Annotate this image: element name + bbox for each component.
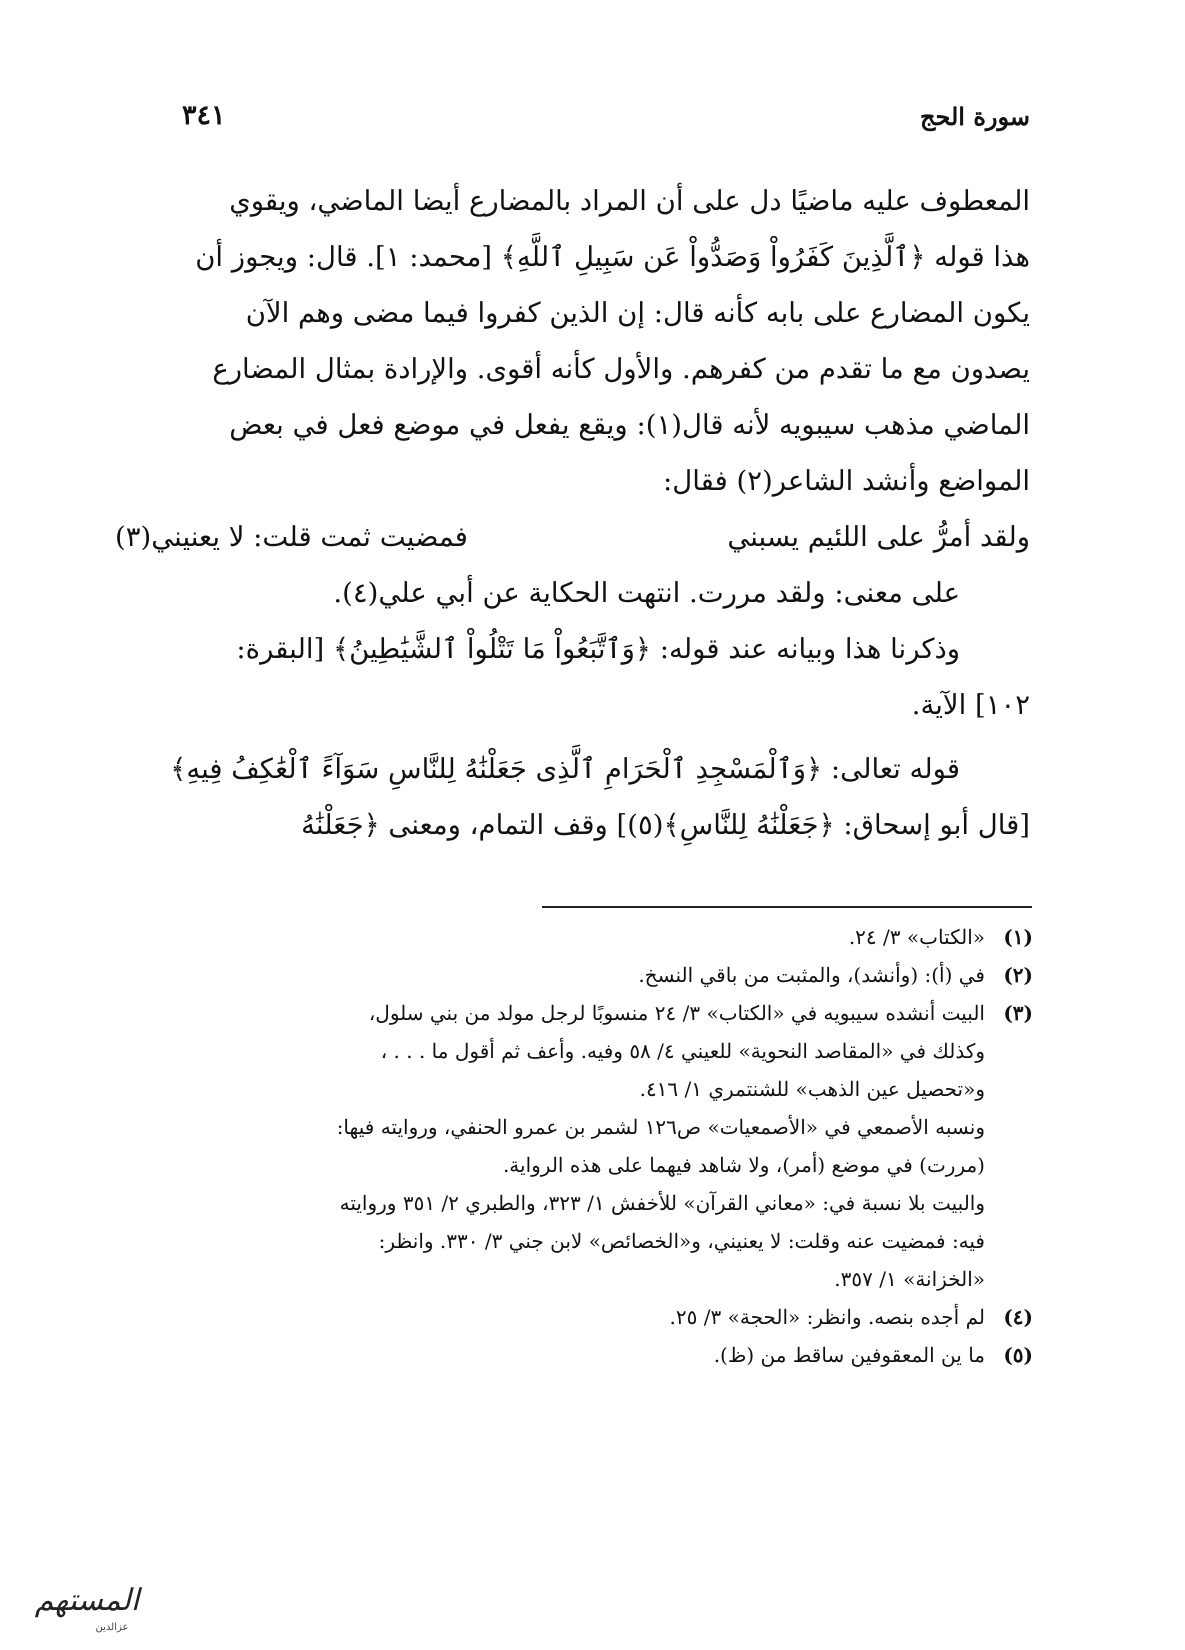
- logo-subtext: عزالدين: [95, 1622, 129, 1633]
- footnote-line: وكذلك في «المقاصد النحوية» للعيني ٤/ ٥٨ وفيه. وأعف ثم أقول ما . . . ،: [380, 1039, 985, 1063]
- text-line: المواضع وأنشد الشاعر(٢) فقال:: [663, 465, 1030, 497]
- footnote-line: ما ين المعقوفين ساقط من (ظ).: [713, 1343, 985, 1367]
- poetry-verse: [115, 509, 1030, 565]
- text-line: هذا قوله ﴿ٱلَّذِينَ كَفَرُواْ وَصَدُّواْ عَن سَبِيلِ ٱللَّهِ﴾ [محمد: ١]. قال: ويجوز أن: [195, 241, 1030, 273]
- footnote-number: (٤): [1003, 1305, 1033, 1329]
- footnote-number: (٢): [1003, 963, 1033, 987]
- surah-title: سورة الحج: [920, 102, 1030, 131]
- publisher-logo: [12, 1570, 162, 1636]
- logo-text: المستهم: [34, 1583, 140, 1618]
- footnote-divider: [542, 906, 1032, 908]
- main-text: [115, 173, 1030, 853]
- footnote-line: لم أجده بنصه. وانظر: «الحجة» ٣/ ٢٥.: [669, 1305, 985, 1329]
- footnote: [120, 994, 1033, 1298]
- text-line: يكون المضارع على بابه كأنه قال: إن الذين كفروا فيما مضى وهم الآن: [245, 297, 1030, 329]
- text-line: ١٠٢] الآية.: [911, 689, 1030, 721]
- footnote: [120, 956, 1033, 994]
- page-header: [182, 100, 1030, 140]
- footnote-line: و«تحصيل عين الذهب» للشنتمري ١/ ٤١٦.: [639, 1077, 985, 1101]
- footnote: [120, 1298, 1033, 1336]
- footnote: [120, 1336, 1033, 1374]
- verse-second-hemistich: فمضيت ثمت قلت: لا يعنيني(٣): [115, 521, 468, 553]
- verse-first-hemistich: ولقد أمرُّ على اللئيم يسبني: [727, 521, 1030, 553]
- footnote-number: (٥): [1003, 1343, 1033, 1367]
- text-line: [قال أبو إسحاق: ﴿جَعَلْنَٰهُ لِلنَّاسِ﴾(٥)] وقف التمام، ومعنى ﴿جَعَلْنَٰهُ: [301, 809, 1030, 841]
- footnote-line: «الخزانة» ١/ ٣٥٧.: [834, 1267, 985, 1291]
- footnote-line: (مررت) في موضع (أمر)، ولا شاهد فيهما على هذه الرواية.: [502, 1153, 985, 1177]
- footnotes: [120, 918, 1033, 1374]
- text-line: وذكرنا هذا وبيانه عند قوله: ﴿وَٱتَّبَعُواْ مَا تَتْلُواْ ٱلشَّيَٰطِينُ﴾ [البقرة:: [236, 633, 960, 665]
- text-line: قوله تعالى: ﴿وَٱلْمَسْجِدِ ٱلْحَرَامِ ٱلَّذِى جَعَلْنَٰهُ لِلنَّاسِ سَوَآءً ٱلْعَٰكِفُ فِيهِ﴾: [170, 753, 960, 785]
- page-number: ٣٤١: [182, 100, 226, 131]
- text-line: المعطوف عليه ماضيًا دل على أن المراد بالمضارع أيضا الماضي، ويقوي: [229, 185, 1030, 217]
- footnote-line: والبيت بلا نسبة في: «معاني القرآن» للأخفش ١/ ٣٢٣، والطبري ٢/ ٣٥١ وروايته: [339, 1191, 985, 1215]
- footnote-number: (١): [1003, 925, 1033, 949]
- text-line: الماضي مذهب سيبويه لأنه قال(١): ويقع يفعل في موضع فعل في بعض: [229, 409, 1030, 441]
- footnote-line: فيه: فمضيت عنه وقلت: لا يعنيني، و«الخصائص» لابن جني ٣/ ٣٣٠. وانظر:: [378, 1229, 985, 1253]
- footnote-line: البيت أنشده سيبويه في «الكتاب» ٣/ ٢٤ منسوبًا لرجل مولد من بني سلول،: [368, 1001, 985, 1025]
- footnote-line: ونسبه الأصمعي في «الأصمعيات» ص١٢٦ لشمر بن عمرو الحنفي، وروايته فيها:: [336, 1115, 985, 1139]
- text-line: على معنى: ولقد مررت. انتهت الحكاية عن أبي علي(٤).: [333, 577, 960, 609]
- footnote-line: «الكتاب» ٣/ ٢٤.: [848, 925, 985, 949]
- footnote: [120, 918, 1033, 956]
- footnote-number: (٣): [1003, 1001, 1033, 1025]
- text-line: يصدون مع ما تقدم من كفرهم. والأول كأنه أقوى. والإرادة بمثال المضارع: [212, 353, 1030, 385]
- footnote-line: في (أ): (وأنشد)، والمثبت من باقي النسخ.: [638, 963, 985, 987]
